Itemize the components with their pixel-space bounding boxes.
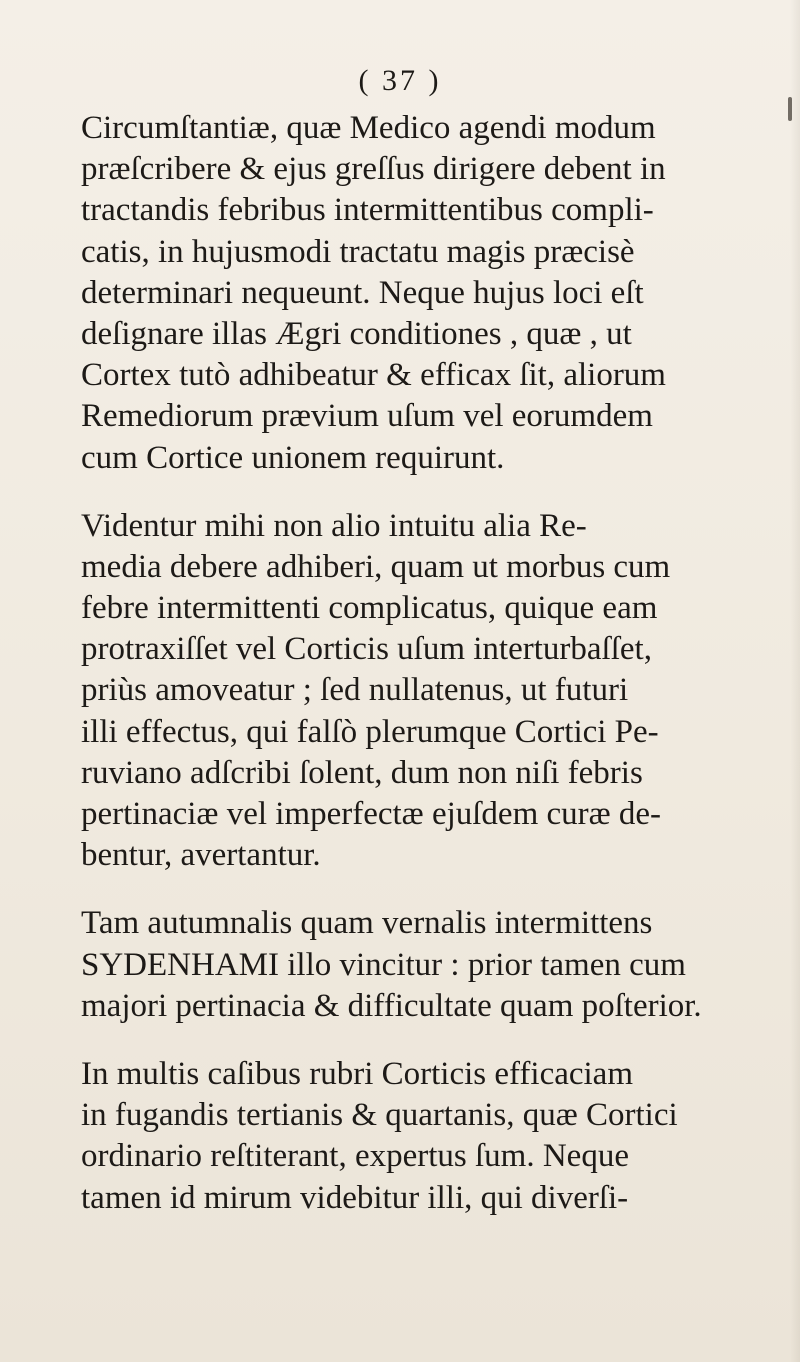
body-text [81,108,771,1246]
text-line: tamen id mirum videbitur illi, qui diverſi- [81,1179,629,1216]
text-line: In multis caſibus rubri Corticis efficaciam [81,1055,633,1092]
text-line: ruviano adſcribi ſolent, dum non niſi febris [81,754,643,791]
text-line: determinari nequeunt. Neque hujus loci eſt [81,274,644,311]
text-line: Circumſtantiæ, quæ Medico agendi modum [81,110,656,146]
text-line: media debere adhiberi, quam ut morbus cum [81,548,671,585]
text-line: protraxiſſet vel Corticis uſum interturbaſſet, [81,631,652,668]
text-line: priùs amoveatur ; ſed nullatenus, ut futuri [81,672,629,709]
text-line: ordinario reſtiterant, expertus ſum. Neque [81,1138,629,1175]
text-line: Remediorum prævium uſum vel eorumdem [81,398,653,435]
ink-mark [788,97,792,121]
page-number: ( 37 ) [358,64,442,97]
text-line: tractandis febribus intermittentibus compli- [81,192,654,229]
paragraph-1 [81,108,771,479]
text-line: Videntur mihi non alio intuitu alia Re- [81,507,587,544]
text-line: cum Cortice unionem requirunt. [81,439,505,476]
text-line: bentur, avertantur. [81,837,321,874]
text-line: Tam autumnalis quam vernalis intermittens [81,905,653,942]
text-line: præſcribere & ejus greſſus dirigere debent in [81,151,666,188]
text-line: majori pertinacia & difficultate quam poſterior. [81,987,702,1024]
text-line: in fugandis tertianis & quartanis, quæ Cortici [81,1097,678,1134]
paragraph-2 [81,506,771,877]
paragraph-3 [81,903,771,1027]
text-line: catis, in hujusmodi tractatu magis præcisè [81,233,635,270]
text-line: deſignare illas Ægri conditiones , quæ , ut [81,315,632,352]
text-line: pertinaciæ vel imperfectæ ejuſdem curæ de- [81,796,662,832]
page-edge-shadow [790,0,800,1362]
paragraph-4 [81,1054,771,1219]
text-line: febre intermittenti complicatus, quique eam [81,590,658,627]
text-line: illi effectus, qui falſò plerumque Cortici Pe- [81,713,659,750]
text-line: Cortex tutò adhibeatur & efficax ſit, aliorum [81,357,666,394]
text-line: SYDENHAMI illo vincitur : prior tamen cum [81,946,686,983]
